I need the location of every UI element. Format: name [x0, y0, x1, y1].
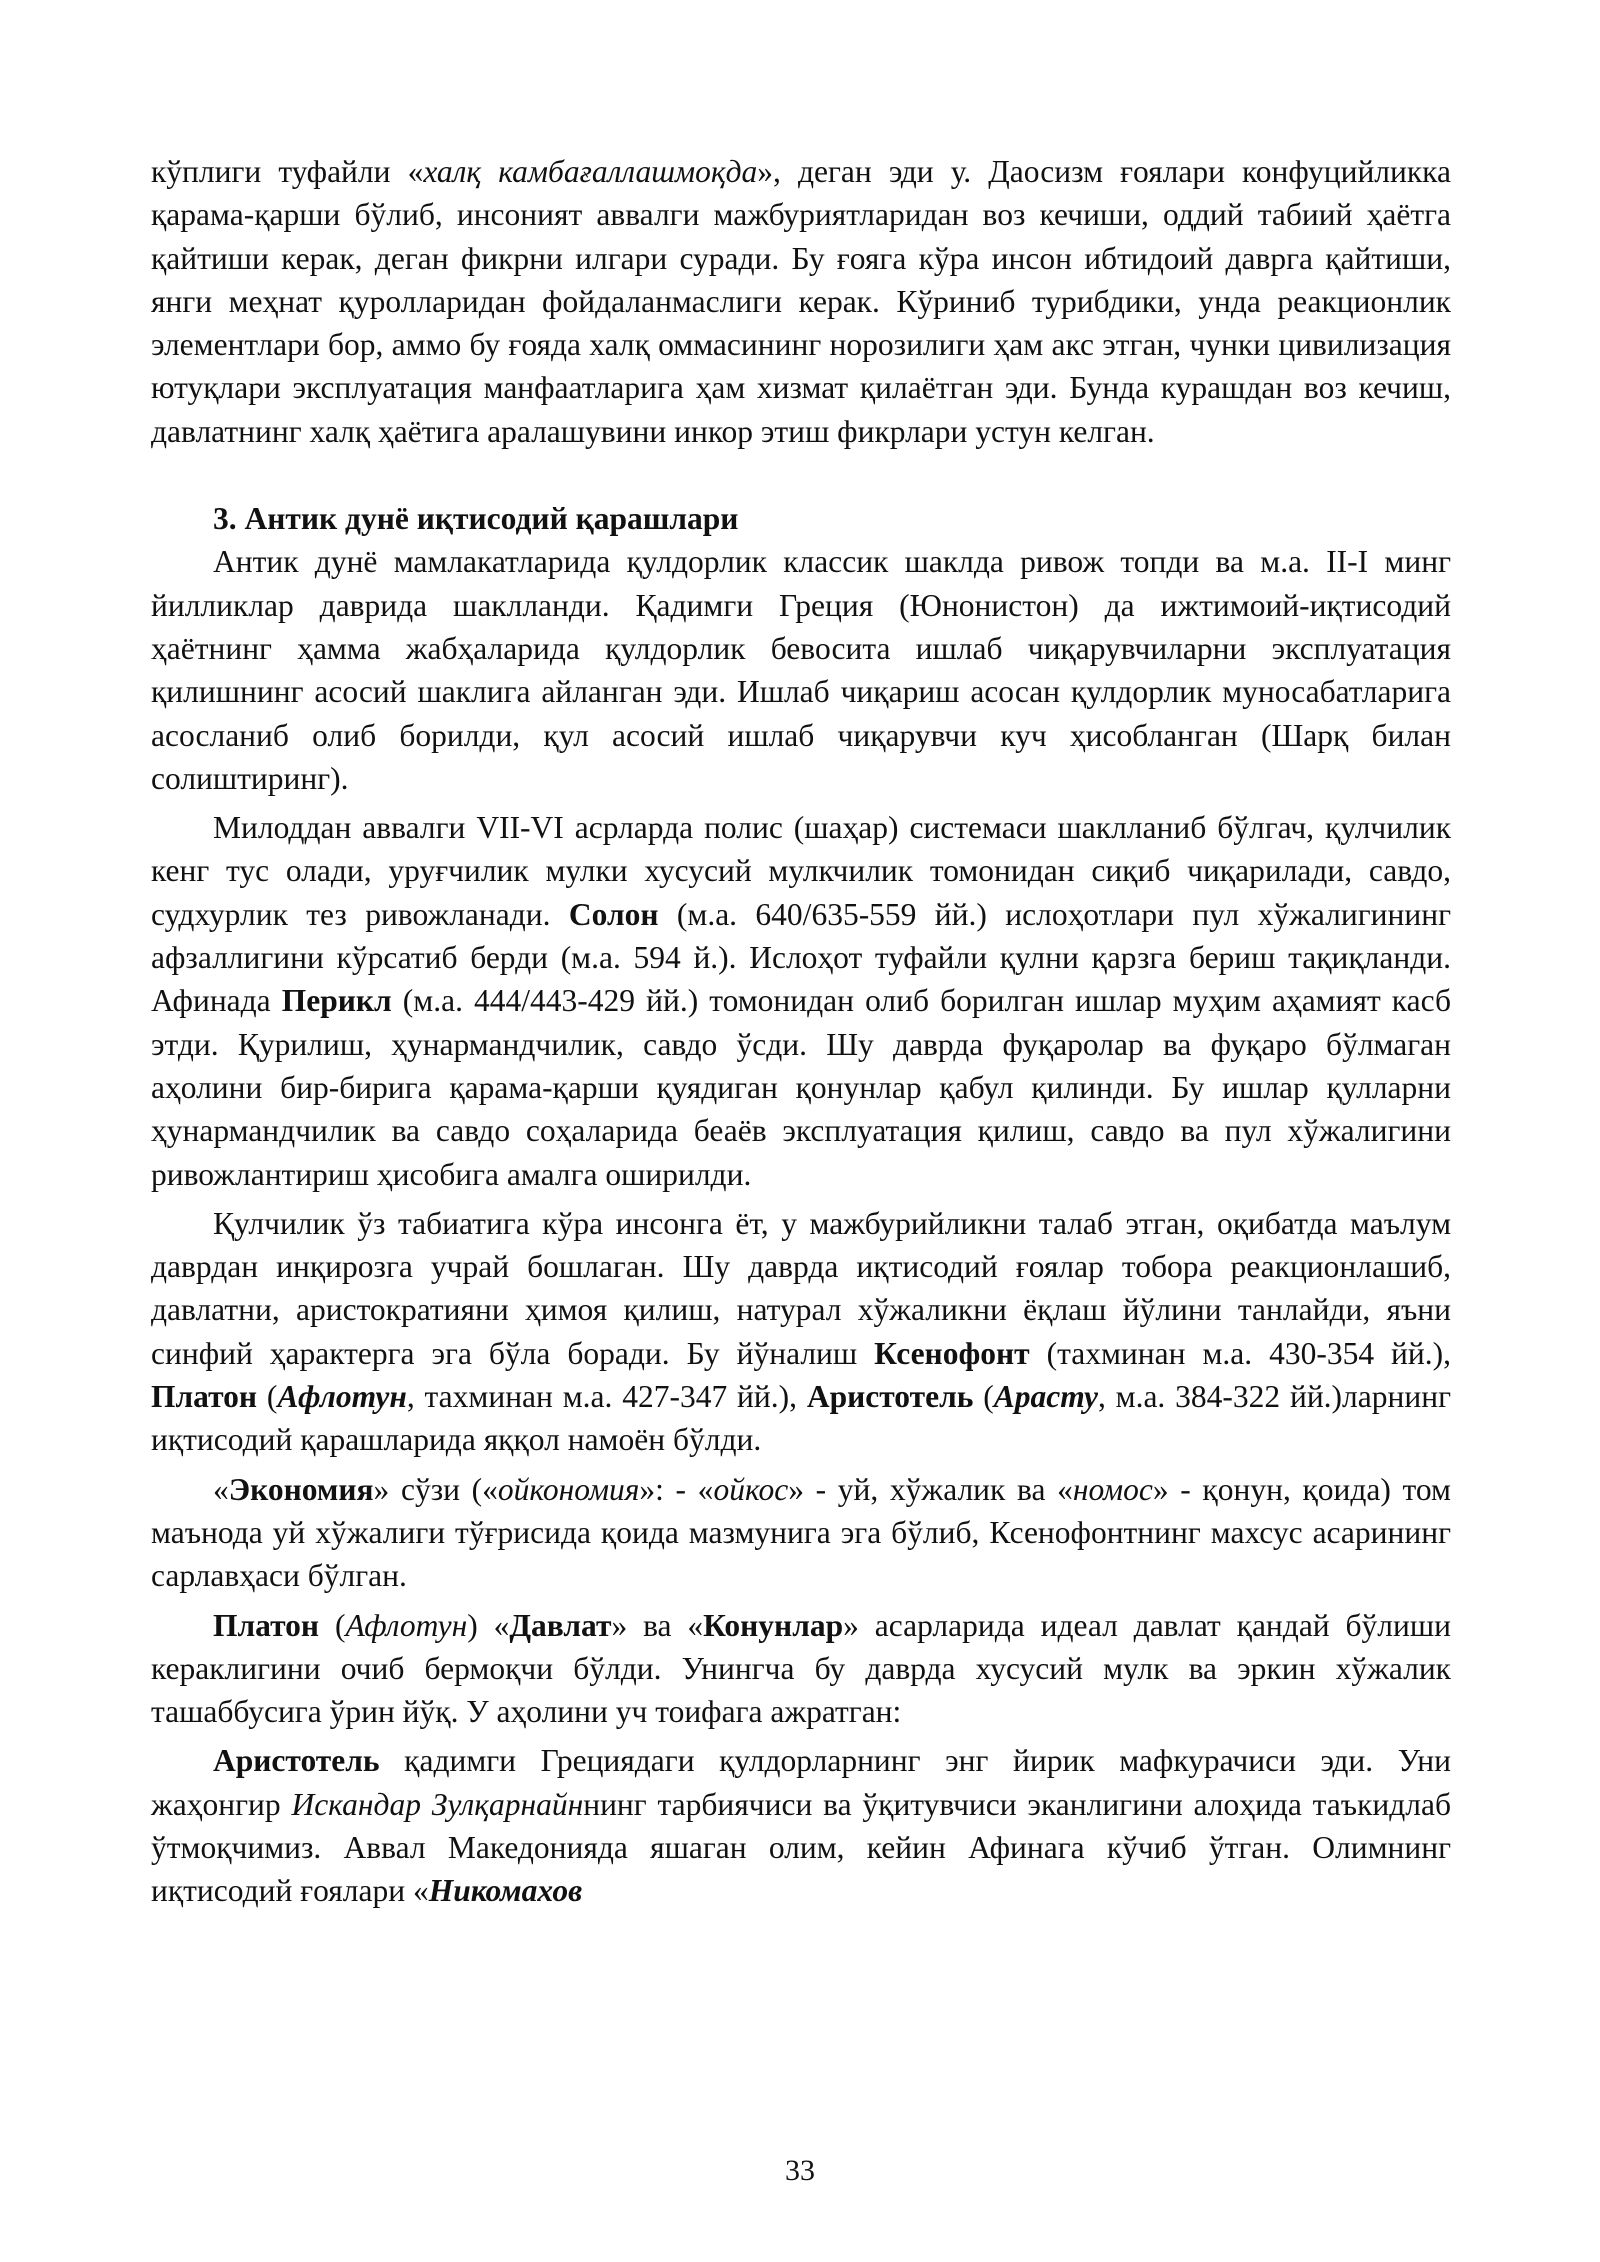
emphasized-text: Экономия — [228, 1471, 374, 1507]
emphasized-text: Аристотель — [213, 1743, 380, 1779]
emphasized-text: Давлат — [509, 1607, 612, 1643]
section-heading — [151, 497, 1451, 540]
text-run: (м.а. 640/635-559 йй.) ислоҳотлари пул хўжалигининг афзаллигини кўрсатиб берди (м.а. 594 й.). Ислоҳот туфайли қулни қарзга бериш тақиқланди. Афинада — [151, 896, 1451, 1019]
emphasized-text: Афлотун — [277, 1379, 407, 1415]
text-run: » ва « — [611, 1607, 704, 1643]
text-run: нинг тарбиячиси ва ўқитувчиси эканлигини алоҳида таъкидлаб ўтмоқчимиз. Аввал Македонияда яшаган олим, кейин Афинага кўчиб ўтган. Олимнинг иқтисодий ғоялари « — [151, 1786, 1451, 1909]
emphasized-text: Ксенофонт — [874, 1335, 1030, 1371]
emphasized-text: ойкономия — [497, 1471, 640, 1507]
text-run: кўплиги туфайли « — [151, 154, 424, 189]
paragraph-5 — [151, 1468, 1451, 1598]
text-run: » - қонун, қоида) том маънода уй хўжалиги тўғрисида қоида мазмунига эга бўлиб, Ксенофонтнинг махсус асарининг сарлавҳаси бўлган. — [151, 1471, 1451, 1594]
paragraph-7 — [151, 1739, 1451, 1912]
text-run: Антик дунё мамлакатларида қулдорлик классик шаклда ривож топди ва м.а. II-I минг йилликлар даврида шаклланди. Қадимги Греция (Юнонистон) да ижтимоий-иқтисодий ҳаётнинг ҳамма жабҳаларида қулдорлик бевосита ишлаб чиқарувчиларни эксплуатация қилишнинг асосий шаклига айланган эди. Ишлаб чиқариш асосан қулдорлик муносабатларига асосланиб олиб борилди, қул асосий ишлаб чиқарувчи куч ҳисобланган (Шарқ билан солиштиринг). — [151, 544, 1451, 796]
paragraph-6 — [151, 1604, 1451, 1734]
text-run: , м.а. 384-322 йй.)ларнинг иқтисодий қарашларида яққол намоён бўлди. — [151, 1379, 1451, 1458]
text-run: ( — [319, 1607, 346, 1643]
text-run: » асарларида идеал давлат қандай бўлиши кераклигини очиб бермоқчи бўлди. Унингча бу даврда хусусий мулк ва эркин хўжалик ташаббусига ўрин йўқ. У аҳолини уч тоифага ажратган: — [151, 1607, 1451, 1730]
text-run: Қулчилик ўз табиатига кўра инсонга ёт, у мажбурийликни талаб этган, оқибатда маълум даврдан инқирозга учрай бошлаган. Шу даврда иқтисодий ғоялар тобора реакционлашиб, давлатни, аристократияни ҳимоя қилиш, натурал хўжаликни ёқлаш йўлини танлайди, яъни синфий ҳарактерга эга бўла боради. Бу йўналиш — [151, 1205, 1451, 1371]
text-run: қадимги Грециядаги қулдорларнинг энг йирик мафкурачиси эди. Уни жаҳонгир — [151, 1743, 1451, 1822]
paragraph-1 — [151, 150, 1451, 453]
body-text — [151, 150, 1451, 1913]
text-run: 3. Антик дунё иқтисодий қарашлари — [213, 501, 739, 537]
text-run: , тахминан м.а. 427-347 йй.), — [406, 1379, 807, 1415]
emphasized-text: Платон — [151, 1379, 258, 1415]
emphasized-text: халқ камбағаллашмоқда — [423, 154, 758, 189]
emphasized-text: Конунлар — [703, 1607, 844, 1643]
emphasized-text: Платон — [213, 1607, 320, 1643]
text-run: ( — [973, 1379, 994, 1415]
paragraph-2 — [151, 540, 1451, 800]
emphasized-text: Солон — [568, 896, 659, 932]
text-run: ) « — [467, 1607, 510, 1643]
text-run: ( — [257, 1379, 278, 1415]
text-run: » - уй, хўжалик ва « — [788, 1471, 1073, 1507]
text-run: (тахминан м.а. 430-354 йй.), — [1029, 1335, 1451, 1371]
emphasized-text: номос — [1072, 1471, 1153, 1507]
emphasized-text: Афлотун — [345, 1607, 468, 1643]
emphasized-text: ойкос — [713, 1471, 789, 1507]
text-run: (м.а. 444/443-429 йй.) томонидан олиб борилган ишлар муҳим аҳамият касб этди. Қурилиш, ҳунармандчилик, савдо ўсди. Шу даврда фуқаролар ва фуқаро бўлмаган аҳолини бир-бирига қарама-қарши қуядиган қонунлар қабул қилинди. Бу ишлар қулларни ҳунармандчилик ва савдо соҳаларида беаёв эксплуатация қилиш, савдо ва пул хўжалигини ривожлантириш ҳисобига амалга оширилди. — [151, 983, 1451, 1192]
emphasized-text: Арасту — [993, 1379, 1098, 1415]
paragraph-4 — [151, 1202, 1451, 1462]
emphasized-text: Аристотель — [806, 1379, 974, 1415]
text-run: », деган эди у. Даосизм ғоялари конфуцийликка қарама-қарши бўлиб, инсоният аввалги мажбуриятларидан воз кечиши, оддий табиий ҳаётга қайтиши керак, деган фикрни илгари суради. Бу ғояга кўра инсон ибтидоий даврга қайтиши, янги меҳнат қуролларидан фойдаланмаслиги керак. Кўриниб турибдики, унда реакционлик элементлари бор, аммо бу ғояда халқ оммасининг норозилиги ҳам акс этган, чунки цивилизация ютуқлари эксплуатация манфаатларига ҳам хизмат қилаётган эди. Бунда курашдан воз кечиш, давлатнинг халқ ҳаётига аралашувини инкор этиш фикрлари устун келган. — [151, 154, 1451, 449]
text-run: » сўзи (« — [373, 1471, 498, 1507]
page-number: 33 — [785, 2154, 815, 2187]
emphasized-text: Искандар Зулқарнайн — [291, 1786, 584, 1822]
emphasized-text: Никомахов — [428, 1873, 583, 1909]
emphasized-text: Перикл — [281, 983, 392, 1019]
paragraph-3 — [151, 806, 1451, 1196]
text-run: « — [213, 1471, 229, 1507]
text-run: »: - « — [639, 1471, 714, 1507]
text-run: Милоддан аввалги VII-VI асрларда полис (шаҳар) системаси шаклланиб бўлгач, қулчилик кенг тус олади, уруғчилик мулки хусусий мулкчилик томонидан сиқиб чиқарилади, савдо, судхурлик тез ривожланади. — [151, 810, 1451, 932]
